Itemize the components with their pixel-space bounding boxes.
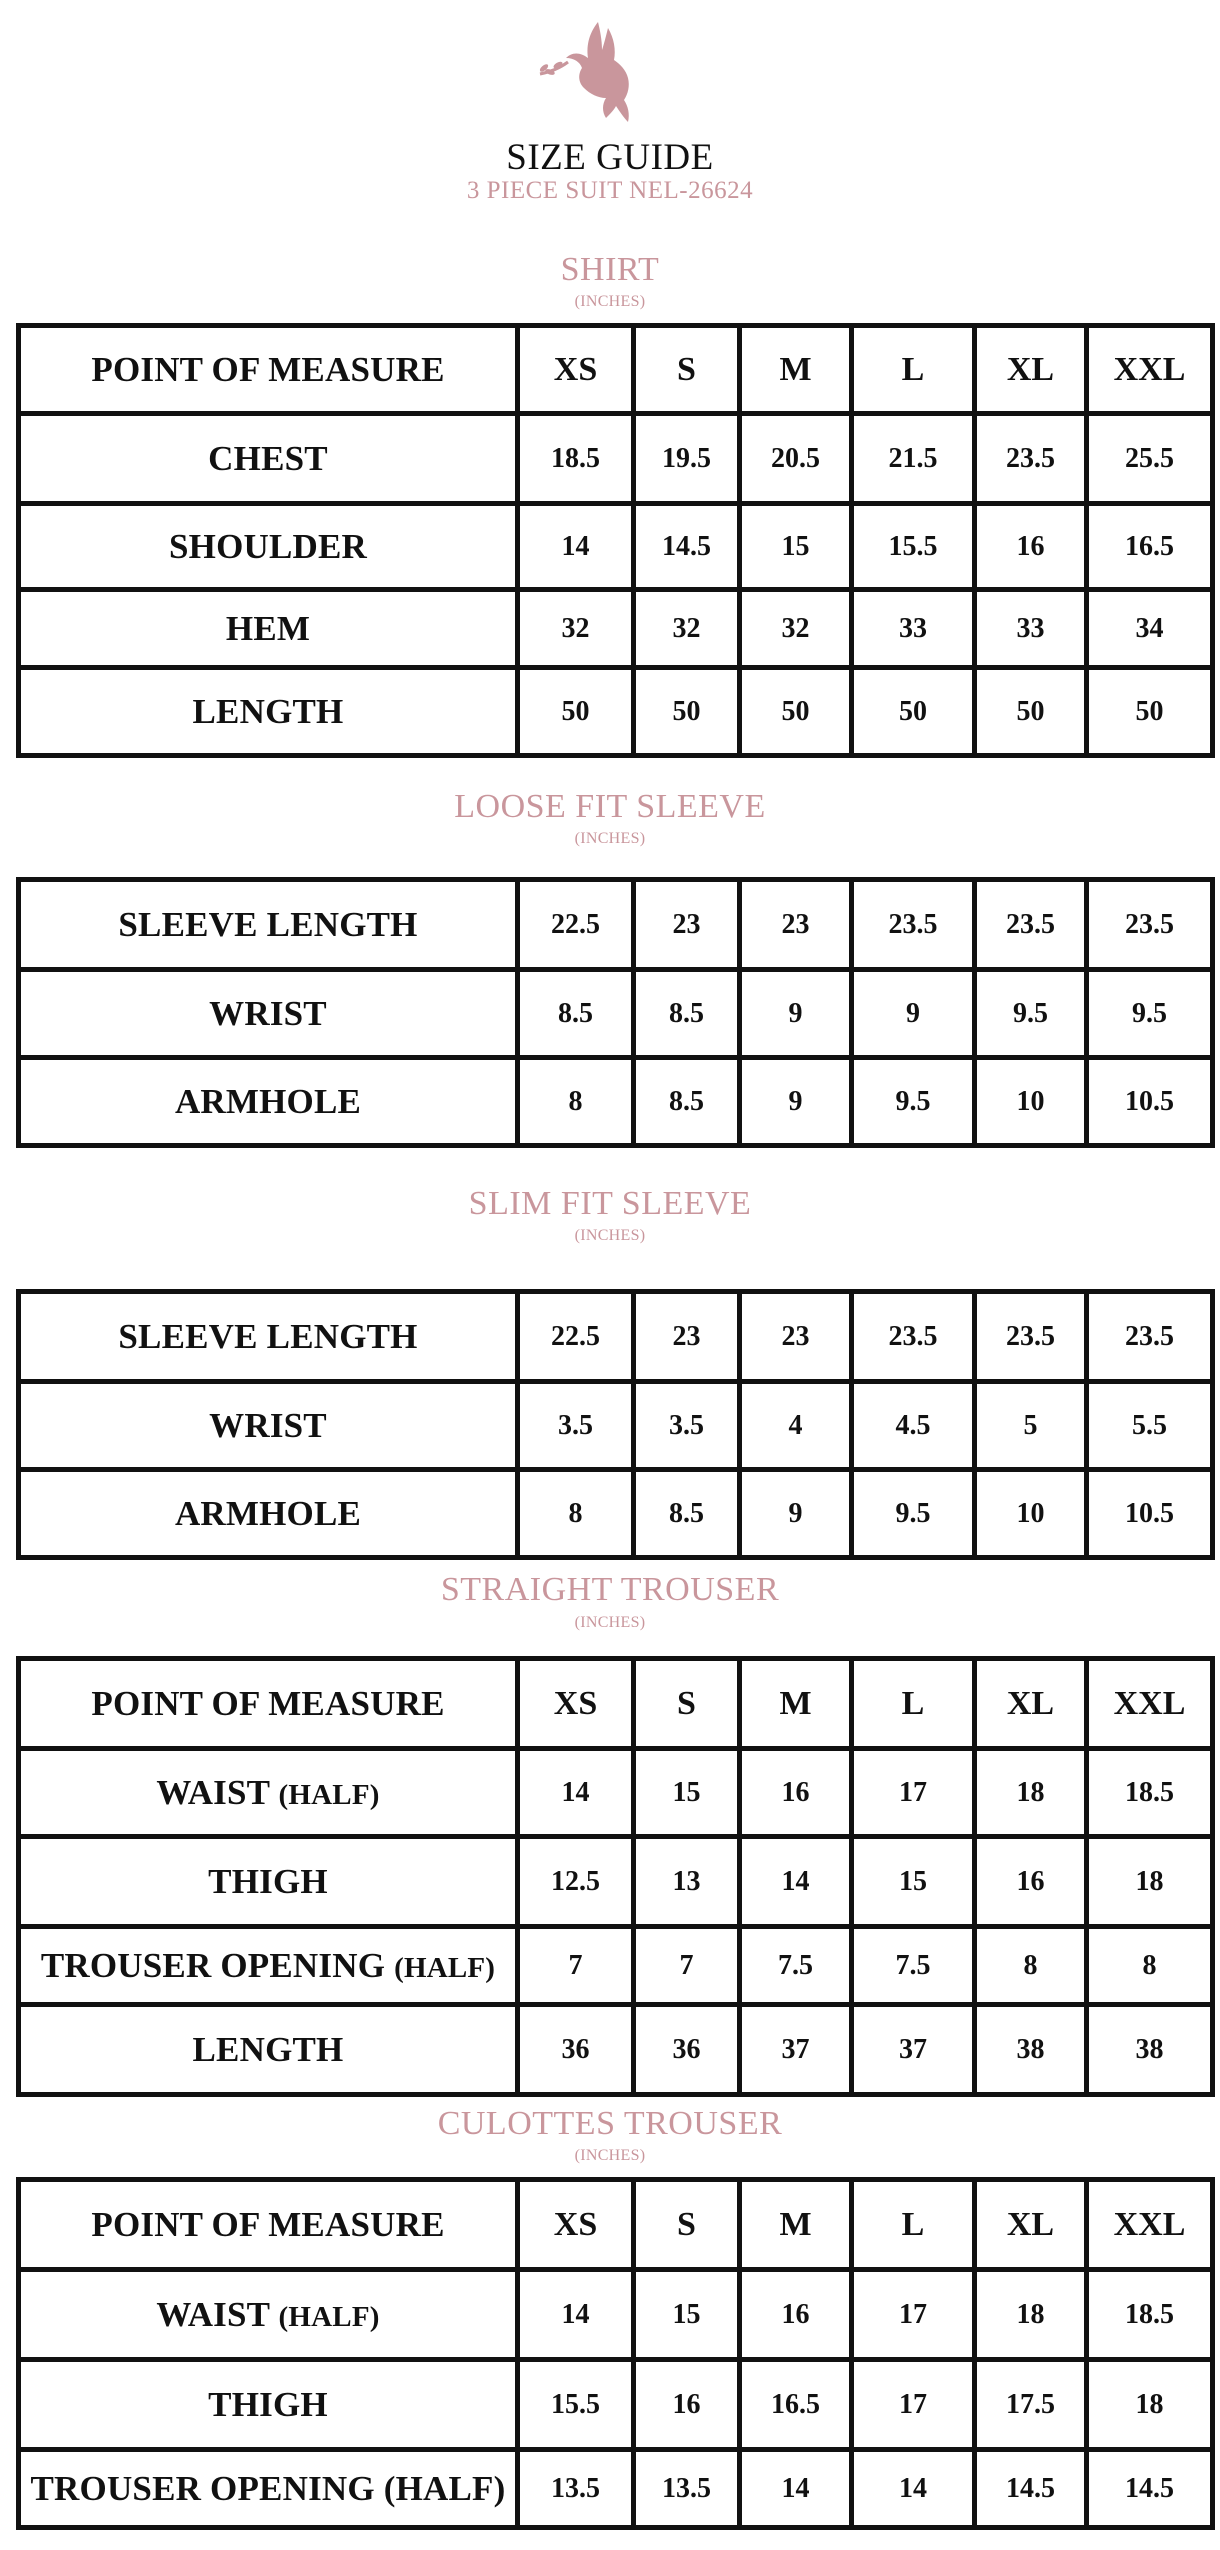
measure-value: 16 [740,2270,852,2360]
measure-value: 15 [634,1749,740,1837]
straight-trouser-size-table [16,1656,1215,2097]
measure-value: 20.5 [740,414,852,504]
size-header: M [740,1659,852,1749]
size-header: XXL [1087,1659,1213,1749]
size-header: XS [518,2180,634,2270]
culottes-trouser-section-unit: (INCHES) [574,2147,646,2164]
measure-value: 23.5 [975,1292,1087,1382]
table-header-row [19,2180,1213,2270]
measure-value: 33 [975,590,1087,668]
loose-fit-sleeve-section-unit: (INCHES) [574,830,646,847]
measure-value: 15 [634,2270,740,2360]
point-of-measure-header: POINT OF MEASURE [19,326,518,414]
measure-label-cell [19,1292,518,1382]
measure-value: 23.5 [975,414,1087,504]
measure-value: 50 [740,668,852,756]
measure-label: ARMHOLE [174,1081,362,1121]
measure-value: 17 [852,1749,975,1837]
measure-label: TROUSER OPENING [40,1945,386,1985]
measure-value: 23.5 [975,880,1087,970]
size-header: S [634,1659,740,1749]
measure-label-cell [19,1058,518,1146]
measure-label-cell [19,1927,518,2005]
table-row [19,414,1213,504]
measure-label: THIGH [208,1861,328,1901]
measure-value: 9.5 [1087,970,1213,1058]
measure-value: 50 [1087,668,1213,756]
measure-label: LENGTH [192,691,344,731]
measure-value: 18.5 [518,414,634,504]
measure-label: HEM [225,608,311,648]
measure-value: 14.5 [634,504,740,590]
measure-value: 14 [518,504,634,590]
dove-logo-icon [528,18,648,138]
measure-value: 13.5 [518,2450,634,2528]
loose-fit-sleeve-section-title: LOOSE FIT SLEEVE [454,788,766,825]
measure-value: 9 [740,970,852,1058]
table-row [19,1470,1213,1558]
measure-value: 32 [518,590,634,668]
measure-value: 18 [1087,2360,1213,2450]
size-header: M [740,326,852,414]
measure-value: 13.5 [634,2450,740,2528]
shirt-section-unit: (INCHES) [574,293,646,310]
measure-value: 18 [975,1749,1087,1837]
measure-label-cell [19,1837,518,1927]
measure-value: 36 [634,2005,740,2095]
table-header-row [19,1659,1213,1749]
measure-value: 23.5 [852,880,975,970]
measure-value: 8 [518,1470,634,1558]
measure-label-cell [19,414,518,504]
size-header: L [852,1659,975,1749]
measure-label: THIGH [208,2384,328,2424]
measure-value: 8.5 [634,1470,740,1558]
measure-value: 7.5 [852,1927,975,2005]
document-title: SIZE GUIDE [506,137,714,178]
measure-label: WAIST [156,1772,270,1812]
point-of-measure-header: POINT OF MEASURE [19,2180,518,2270]
size-header: XL [975,1659,1087,1749]
measure-value: 18 [975,2270,1087,2360]
measure-label: SLEEVE LENGTH [118,904,418,944]
size-header: S [634,2180,740,2270]
measure-label-cell [19,504,518,590]
measure-value: 14 [518,1749,634,1837]
culottes-trouser-section-title: CULOTTES TROUSER [437,2105,783,2142]
measure-label-cell [19,970,518,1058]
size-header: XL [975,2180,1087,2270]
measure-value: 22.5 [518,1292,634,1382]
measure-value: 23 [634,1292,740,1382]
measure-value: 10.5 [1087,1470,1213,1558]
measure-value: 25.5 [1087,414,1213,504]
measure-value: 38 [1087,2005,1213,2095]
table-row [19,970,1213,1058]
culottes-trouser-size-table [16,2177,1215,2530]
measure-value: 23.5 [1087,1292,1213,1382]
measure-value: 50 [518,668,634,756]
measure-note: (HALF) [394,1951,496,1984]
measure-value: 37 [740,2005,852,2095]
measure-value: 8.5 [634,970,740,1058]
measure-value: 33 [852,590,975,668]
point-of-measure-header: POINT OF MEASURE [19,1659,518,1749]
measure-value: 23 [740,1292,852,1382]
table-header-row [19,326,1213,414]
measure-label: CHEST [208,438,328,478]
measure-label: WAIST [156,2294,270,2334]
measure-value: 23 [740,880,852,970]
slim-fit-sleeve-section-title: SLIM FIT SLEEVE [468,1185,752,1222]
measure-label-cell [19,590,518,668]
size-header: XS [518,1659,634,1749]
measure-value: 5 [975,1382,1087,1470]
measure-value: 3.5 [634,1382,740,1470]
measure-value: 16 [740,1749,852,1837]
measure-value: 50 [634,668,740,756]
measure-value: 17.5 [975,2360,1087,2450]
measure-value: 23.5 [1087,880,1213,970]
measure-note: (HALF) [278,1778,380,1811]
measure-value: 4 [740,1382,852,1470]
measure-label: TROUSER OPENING (HALF) [30,2468,506,2508]
measure-value: 15.5 [852,504,975,590]
measure-value: 8.5 [634,1058,740,1146]
measure-value: 21.5 [852,414,975,504]
measure-value: 22.5 [518,880,634,970]
measure-value: 14 [518,2270,634,2360]
measure-value: 16 [634,2360,740,2450]
measure-value: 9.5 [852,1058,975,1146]
measure-value: 17 [852,2270,975,2360]
slim-fit-sleeve-section-unit: (INCHES) [574,1227,646,1244]
measure-label: LENGTH [192,2029,344,2069]
measure-label-cell [19,1382,518,1470]
straight-trouser-section-unit: (INCHES) [574,1614,646,1631]
size-header: XXL [1087,326,1213,414]
measure-value: 3.5 [518,1382,634,1470]
measure-value: 36 [518,2005,634,2095]
measure-value: 10.5 [1087,1058,1213,1146]
measure-note: (HALF) [278,2300,380,2333]
table-row [19,504,1213,590]
table-row [19,668,1213,756]
shirt-section-title: SHIRT [560,251,660,288]
measure-value: 7 [634,1927,740,2005]
measure-value: 23 [634,880,740,970]
measure-label: SHOULDER [168,526,368,566]
measure-value: 9 [852,970,975,1058]
measure-value: 15.5 [518,2360,634,2450]
measure-value: 50 [975,668,1087,756]
measure-value: 18.5 [1087,2270,1213,2360]
measure-value: 37 [852,2005,975,2095]
measure-value: 32 [634,590,740,668]
measure-value: 18.5 [1087,1749,1213,1837]
size-header: XXL [1087,2180,1213,2270]
measure-label-cell [19,2005,518,2095]
measure-value: 15 [852,1837,975,1927]
measure-value: 5.5 [1087,1382,1213,1470]
slim-fit-sleeve-size-table [16,1289,1215,1560]
measure-value: 8.5 [518,970,634,1058]
measure-value: 13 [634,1837,740,1927]
document-subtitle: 3 PIECE SUIT NEL-26624 [466,177,754,204]
size-header: M [740,2180,852,2270]
measure-value: 9 [740,1470,852,1558]
measure-value: 17 [852,2360,975,2450]
measure-value: 7 [518,1927,634,2005]
measure-value: 19.5 [634,414,740,504]
measure-label: ARMHOLE [174,1493,362,1533]
measure-label-cell [19,2360,518,2450]
table-row [19,1382,1213,1470]
measure-value: 4.5 [852,1382,975,1470]
measure-label-cell [19,880,518,970]
table-row [19,1837,1213,1927]
measure-value: 14 [852,2450,975,2528]
measure-label: SLEEVE LENGTH [118,1316,418,1356]
table-row [19,1058,1213,1146]
table-row [19,1927,1213,2005]
measure-label-cell [19,1470,518,1558]
measure-value: 18 [1087,1837,1213,1927]
table-row [19,1292,1213,1382]
straight-trouser-section-title: STRAIGHT TROUSER [440,1571,780,1608]
measure-value: 14.5 [1087,2450,1213,2528]
measure-value: 14 [740,2450,852,2528]
measure-value: 8 [975,1927,1087,2005]
measure-value: 8 [1087,1927,1213,2005]
size-header: XL [975,326,1087,414]
measure-value: 8 [518,1058,634,1146]
measure-value: 12.5 [518,1837,634,1927]
measure-value: 14 [740,1837,852,1927]
loose-fit-sleeve-size-table [16,877,1215,1148]
measure-label-cell [19,668,518,756]
table-row [19,1749,1213,1837]
measure-value: 10 [975,1470,1087,1558]
table-row [19,880,1213,970]
measure-value: 32 [740,590,852,668]
measure-label-cell [19,2450,518,2528]
measure-value: 14.5 [975,2450,1087,2528]
measure-value: 9.5 [852,1470,975,1558]
measure-label: WRIST [209,993,327,1033]
size-header: S [634,326,740,414]
measure-value: 7.5 [740,1927,852,2005]
measure-value: 9 [740,1058,852,1146]
measure-value: 38 [975,2005,1087,2095]
table-row [19,2270,1213,2360]
size-header: L [852,326,975,414]
measure-value: 10 [975,1058,1087,1146]
measure-value: 16.5 [740,2360,852,2450]
measure-value: 50 [852,668,975,756]
table-row [19,590,1213,668]
measure-value: 23.5 [852,1292,975,1382]
size-header: XS [518,326,634,414]
table-row [19,2360,1213,2450]
measure-value: 16.5 [1087,504,1213,590]
measure-label: WRIST [209,1405,327,1445]
measure-value: 34 [1087,590,1213,668]
measure-label-cell [19,1749,518,1837]
table-row [19,2005,1213,2095]
measure-label-cell [19,2270,518,2360]
size-header: L [852,2180,975,2270]
measure-value: 9.5 [975,970,1087,1058]
measure-value: 16 [975,1837,1087,1927]
table-row [19,2450,1213,2528]
shirt-size-table [16,323,1215,758]
measure-value: 15 [740,504,852,590]
measure-value: 16 [975,504,1087,590]
